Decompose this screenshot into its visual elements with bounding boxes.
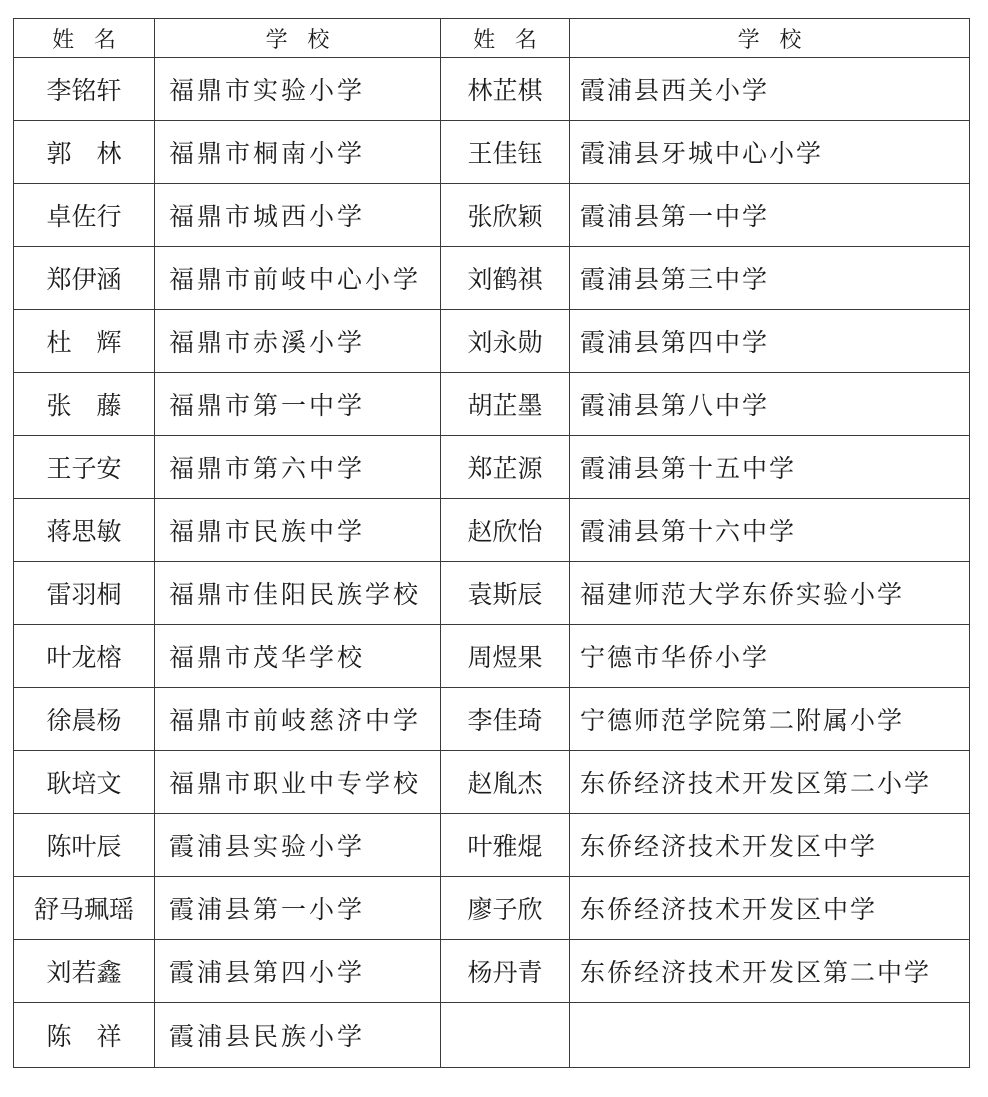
student-name-right: 刘永勋 xyxy=(441,310,570,373)
school-name-left: 福鼎市第一中学 xyxy=(155,373,441,436)
school-name-right: 东侨经济技术开发区第二小学 xyxy=(570,751,970,814)
student-name-left: 蒋思敏 xyxy=(14,499,155,562)
student-name-right: 赵胤杰 xyxy=(441,751,570,814)
student-name-left: 张 藤 xyxy=(14,373,155,436)
school-name-left: 福鼎市前岐中心小学 xyxy=(155,247,441,310)
student-school-table xyxy=(13,18,970,1068)
table-row xyxy=(14,58,970,121)
school-name-right xyxy=(570,1003,970,1068)
student-name-left: 王子安 xyxy=(14,436,155,499)
student-name-left: 雷羽桐 xyxy=(14,562,155,625)
school-name-left: 霞浦县民族小学 xyxy=(155,1003,441,1068)
school-name-left: 福鼎市茂华学校 xyxy=(155,625,441,688)
student-name-right xyxy=(441,1003,570,1068)
student-name-right: 郑芷源 xyxy=(441,436,570,499)
table-row xyxy=(14,373,970,436)
student-name-right: 张欣颖 xyxy=(441,184,570,247)
student-name-right: 胡芷墨 xyxy=(441,373,570,436)
school-name-right: 宁德师范学院第二附属小学 xyxy=(570,688,970,751)
table-row xyxy=(14,310,970,373)
student-name-left: 郭 林 xyxy=(14,121,155,184)
student-name-right: 王佳钰 xyxy=(441,121,570,184)
school-name-right: 霞浦县第三中学 xyxy=(570,247,970,310)
student-name-left: 耿培文 xyxy=(14,751,155,814)
table-row xyxy=(14,247,970,310)
school-name-right: 霞浦县第八中学 xyxy=(570,373,970,436)
student-name-left: 叶龙榕 xyxy=(14,625,155,688)
table-row xyxy=(14,436,970,499)
table-row xyxy=(14,1003,970,1068)
school-name-left: 福鼎市桐南小学 xyxy=(155,121,441,184)
student-name-right: 刘鹤祺 xyxy=(441,247,570,310)
student-name-right: 林芷棋 xyxy=(441,58,570,121)
header-row xyxy=(14,19,970,58)
student-name-left: 杜 辉 xyxy=(14,310,155,373)
student-name-right: 周煜果 xyxy=(441,625,570,688)
school-name-left: 霞浦县第四小学 xyxy=(155,940,441,1003)
table-row xyxy=(14,121,970,184)
school-name-right: 霞浦县第十六中学 xyxy=(570,499,970,562)
student-name-left: 舒马珮瑶 xyxy=(14,877,155,940)
school-name-left: 霞浦县第一小学 xyxy=(155,877,441,940)
student-name-right: 李佳琦 xyxy=(441,688,570,751)
table-row xyxy=(14,751,970,814)
table-row xyxy=(14,688,970,751)
school-name-right: 宁德市华侨小学 xyxy=(570,625,970,688)
table-row xyxy=(14,562,970,625)
school-name-right: 东侨经济技术开发区中学 xyxy=(570,814,970,877)
student-name-left: 郑伊涵 xyxy=(14,247,155,310)
school-name-right: 福建师范大学东侨实验小学 xyxy=(570,562,970,625)
table-row xyxy=(14,184,970,247)
header-school-right: 学校 xyxy=(570,19,970,58)
school-name-left: 福鼎市佳阳民族学校 xyxy=(155,562,441,625)
student-name-right: 杨丹青 xyxy=(441,940,570,1003)
student-name-right: 袁斯辰 xyxy=(441,562,570,625)
student-name-left: 徐晨杨 xyxy=(14,688,155,751)
student-name-right: 叶雅焜 xyxy=(441,814,570,877)
school-name-left: 霞浦县实验小学 xyxy=(155,814,441,877)
school-name-right: 霞浦县第十五中学 xyxy=(570,436,970,499)
student-name-right: 赵欣怡 xyxy=(441,499,570,562)
student-name-left: 陈叶辰 xyxy=(14,814,155,877)
table-row xyxy=(14,814,970,877)
school-name-left: 福鼎市职业中专学校 xyxy=(155,751,441,814)
school-name-right: 霞浦县牙城中心小学 xyxy=(570,121,970,184)
student-name-left: 陈 祥 xyxy=(14,1003,155,1068)
header-name-left: 姓名 xyxy=(14,19,155,58)
school-name-right: 霞浦县第四中学 xyxy=(570,310,970,373)
school-name-left: 福鼎市民族中学 xyxy=(155,499,441,562)
school-name-left: 福鼎市城西小学 xyxy=(155,184,441,247)
school-name-right: 霞浦县第一中学 xyxy=(570,184,970,247)
school-name-right: 霞浦县西关小学 xyxy=(570,58,970,121)
school-name-right: 东侨经济技术开发区第二中学 xyxy=(570,940,970,1003)
table-body xyxy=(14,58,970,1068)
school-name-right: 东侨经济技术开发区中学 xyxy=(570,877,970,940)
table-row xyxy=(14,877,970,940)
table-row xyxy=(14,499,970,562)
student-name-left: 李铭轩 xyxy=(14,58,155,121)
school-name-left: 福鼎市赤溪小学 xyxy=(155,310,441,373)
student-name-left: 刘若鑫 xyxy=(14,940,155,1003)
student-name-right: 廖子欣 xyxy=(441,877,570,940)
header-school-left: 学校 xyxy=(155,19,441,58)
school-name-left: 福鼎市实验小学 xyxy=(155,58,441,121)
table-row xyxy=(14,940,970,1003)
student-name-left: 卓佐行 xyxy=(14,184,155,247)
header-name-right: 姓名 xyxy=(441,19,570,58)
table-row xyxy=(14,625,970,688)
school-name-left: 福鼎市第六中学 xyxy=(155,436,441,499)
school-name-left: 福鼎市前岐慈济中学 xyxy=(155,688,441,751)
